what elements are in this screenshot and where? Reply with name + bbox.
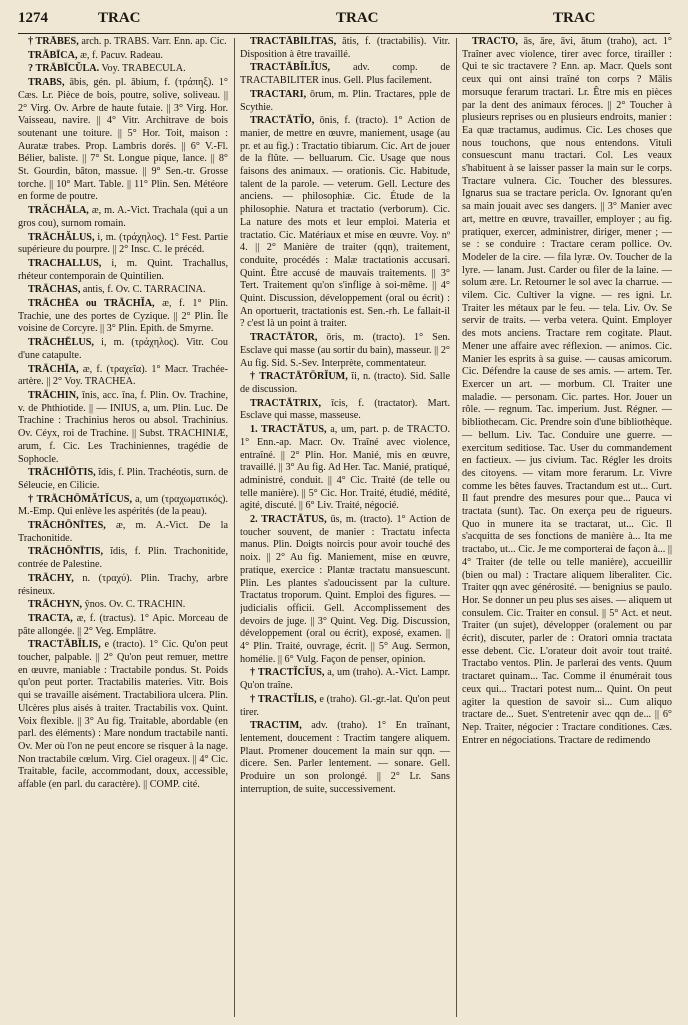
entry-definition: Voy. TRABECULA.	[99, 63, 186, 75]
entry-definition: ōnis, f. (tracto). 1° Action de manier, de mettre en œuvre, maniement, usage (au pr. et au fig.) : Tractatio tibiarum. Cic. Art de jouer de la flûte. — belluarum. Cic. Usage que nous faisons des animaux. — orationis. Cic. Habitude, talent de la parole. — veterum. Gell. Lecture des anciens. — philosophiæ. Cic. Étude de la philosophie. Natura et tractatio (verborum). Cic. La nature des mots et leur emploi. Materia et tractatio. Cic. Matériaux et mise en œuvre. Voy. nº 4. || 2° Manière de traiter (qqn), traitement, conduite, procédés : Malæ tractationis accusari. Quint. Être accusé de mauvais traitements. || 3° Tert. Traitement qu'on s'inflige à soi-même. || 4° Quint. Discussion, développement (oral ou écrit) : An oportuerit, tractationis est. Sen.-rh. Le fallait-il ? c'est là un point à traiter.	[240, 115, 450, 330]
entry-headword: 1. TRACTĀTUS,	[250, 424, 327, 436]
dictionary-entry	[240, 514, 450, 666]
entry-headword: TRACHALLUS,	[28, 257, 102, 269]
dictionary-entry	[18, 337, 228, 362]
entry-definition: ĭdis, f. Plin. Trachonitide, contrée de Palestine.	[18, 546, 228, 571]
entry-definition: æ, f. (τραχεῖα). 1° Macr. Trachée-artère. || 2° Voy. TRACHEA.	[18, 363, 228, 388]
entry-headword: TRACTARI,	[250, 88, 307, 100]
text-columns	[18, 36, 670, 1017]
entry-headword: TRACTIM,	[250, 720, 302, 732]
entry-headword: † TRĀBES,	[28, 36, 79, 47]
entry-definition: æ, f. 1° Plin. Trachie, une des portes de Cyzique. || 2° Plin. Île voisine de Corcyre. || 3° Plin. Epith. de Smyrne.	[18, 298, 228, 335]
entry-definition: ōrum, m. Plin. Tractares, pple de Scythie.	[240, 88, 450, 113]
entry-definition: æ, f. (tractus). 1° Apic. Morceau de pâte allongée. || 2° Veg. Emplâtre.	[18, 612, 228, 637]
running-head-left: TRAC	[98, 10, 141, 26]
entry-headword: TRĀCHĂLUS,	[28, 231, 95, 243]
dictionary-entry	[18, 573, 228, 598]
entry-definition: īnis, acc. īna, f. Plin. Ov. Trachine, v. de Phthiotide. || — INIUS, a, um. Plin. Luc. De Trachine : Trachinius heros ou absol. Trachinius. Ov. Céyx, roi de Trachine. || Subst. TRACHINIÆ, arum, f. Cic. Les Trachiniennes, tragédie de Sophocle.	[18, 389, 228, 465]
dictionary-entry	[240, 720, 450, 796]
entry-headword: † TRACTĬCĬUS,	[250, 667, 325, 679]
entry-definition: ūs, m. (tracto). 1° Action de toucher souvent, de manier : Tractatu infecta manus. Plin. Doigts noircis pour avoir touché des noix. || 2° Au fig. Maniement, mise en œuvre, pratique, exercice : Plantæ tractatu mansuescunt. Plin. Les plantes s'adoucissent par la culture. Tractatus troporum. Quint. Emploi des figures. — judicialis officii. Gell. Accomplissement des devoirs de juge. || 3° Quint. Veg. Dig. Discussion, développement (oral ou écrit), exposé, examen. || 4° Plin. Traité, ouvrage, écrit. || 5° Aug. Sermon, homélie. || 6° Vulg. Façon de penser, opinion.	[240, 514, 450, 665]
dictionary-entry	[240, 424, 450, 513]
running-header	[18, 10, 670, 34]
entry-definition: arch. p. TRABS. Varr. Enn. ap. Cic.	[78, 36, 227, 47]
entry-headword: TRACTĀTĬO,	[250, 115, 315, 127]
dictionary-entry	[240, 115, 450, 331]
entry-definition: antis, f. Ov. C. TARRACINA.	[80, 284, 206, 296]
column-left	[18, 36, 228, 1017]
entry-headword: † TRACTĀTŌRĬUM,	[250, 371, 348, 383]
dictionary-entry	[18, 494, 228, 519]
entry-definition: ĭi, n. (tracto). Sid. Salle de discussion.	[240, 371, 450, 395]
entry-definition: e (traho). Gl.-gr.-lat. Qu'on peut tirer.	[240, 693, 450, 718]
entry-headword: TRĀBĪCA,	[28, 49, 78, 61]
entry-definition: æ, f. Pacuv. Radeau.	[77, 49, 163, 61]
entry-definition: ĭdis, f. Plin. Trachéotis, surn. de Séleucie, en Cilicie.	[18, 467, 228, 491]
entry-headword: TRĀCHAS,	[28, 284, 81, 296]
entry-definition: a, um, part. p. de TRACTO. 1° Enn.-ap. Macr. Ov. Traîné avec violence, entraîné. || 2° Plin. Hor. Manié, mis en œuvre, travaillé. || 3° Au fig. Ad Her. Tac. Manié, pratiqué, administré, conduit. || 4° Cic. Traité (de telle ou telle manière). || 5° Cic. Hor. Traité, étudié, médité, agité, discuté. || 6° Liv. Traité, négocié.	[240, 424, 450, 512]
entry-headword: TRĂCHĀLA,	[28, 205, 89, 217]
entry-headword: TRĀCHY,	[28, 572, 74, 584]
dictionary-entry	[240, 89, 450, 114]
dictionary-entry	[240, 398, 450, 423]
entry-definition: n. (τραχύ). Plin. Trachy, arbre résineux.	[18, 572, 228, 597]
dictionary-entry	[240, 62, 450, 87]
entry-definition: adv. (traho). 1° En traînant, lentement, doucement : Tractim tangere aliquem. Plaut. Promener doucement la main sur qqn. — dicere. Sen. Parler lentement. — sonare. Gell. Produire un son prolongé. || 2° Lr. Sans interruption, de suite, successivement.	[240, 720, 450, 795]
column-divider	[456, 38, 457, 1017]
entry-definition: e (tracto). 1° Cic. Qu'on peut toucher, palpable. || 2° Qu'on peut remuer, mettre en œuvre, maniable : Tractabile pondus. St. Poids qu'on peut porter. Tractabilis materies. Vitr. Bois qui se travaille aisément. Tractabiliora ulcera. Plin. Ulcères plus aisés à traiter. Tractabilis vox. Quint. Voix flexible. || 3° Au fig. Traitable, abordable (en parl. des éléments) : Mare nondum tractabile nanti. Ov. Mer où l'on ne peut encore se risquer à la nage. Non tractabile cœlum. Virg. Ciel orageux. || 4° Cic. Traitable, facile, accommodant, doux, accessible, affable (en parl. du caractère). || COMP. cité.	[18, 639, 228, 791]
dictionary-entry	[18, 298, 228, 336]
entry-definition: æ, m. A.-Vict. De la Trachonitide.	[18, 520, 228, 544]
entry-headword: TRACTĀBĬLIS,	[28, 639, 101, 651]
entry-headword: TRĀCHIN,	[28, 389, 79, 401]
dictionary-entry	[18, 63, 228, 76]
entry-definition: ābis, gén. pl. ābium, f. (τράπηξ). 1° Cæs. Lr. Pièce de bois, poutre, solive, soliveau. || 2° Virg. Ov. Arbre de haute futaie. || 3° Virg. Hor. Vaisseau, navire. || 4° Vitr. Architrave de bois soutenant une toiture. || 5° Hor. Toit, maison : Auratæ trabes. Prop. Lambris dorés. || 6° V.-Fl. Bélier, baliste. || 7° St. Longue pique, lance. || 8° St. Gourdin, bâton, massue. || 9° Sen.-tr. Grosse torche. || 10° Mart. Table. || 11° Plin. Sen. Météore en forme de poutre.	[18, 77, 228, 203]
entry-definition: īcis, f. (tractator). Mart. Esclave qui masse, masseuse.	[240, 397, 450, 422]
entry-headword: TRĀCHĪA,	[28, 363, 79, 375]
entry-headword: † TRĀCHŌMĂTĬCUS,	[28, 493, 132, 505]
dictionary-entry	[18, 77, 228, 204]
entry-definition: a, um (τραχωματικός). M.-Emp. Qui enlève les aspérités (de la peau).	[18, 493, 228, 518]
running-head-right: TRAC	[553, 10, 596, 26]
entry-headword: TRABS,	[28, 77, 65, 89]
dictionary-entry	[18, 599, 228, 612]
dictionary-entry	[18, 467, 228, 492]
header-rule	[18, 33, 670, 34]
dictionary-entry	[18, 613, 228, 638]
dictionary-entry	[18, 258, 228, 283]
entry-headword: TRĀCHŌNĪTES,	[28, 520, 106, 532]
dictionary-entry	[18, 36, 228, 49]
entry-headword: ? TRĀBĪCŬLA.	[28, 63, 100, 75]
entry-definition: ās, āre, āvi, ātum (traho), act. 1° Traîner avec violence, tirer avec force, tirailler : Qui te sic tractavere ? Enn. ap. Macr. Quels sont ceux qui ont ainsi traîné ton corps ? Mālis morsuque ferarum tractari. Lr. Être mis en pièces par la dent des animaux féroces. || 2° Toucher à plusieurs reprises ou en plusieurs endroits, manier : Ea quæ tractamus, audimus. Cic. Les choses que nous touchons, que nous entendons. Vituli consuescunt manu tractari. Col. Les veaux s'habituent à se laisser passer la main sur le corps. Tractare vulnera. Cic. Toucher des blessures. Ignarus sua se tractare pericla. Ov. Ignorant qu'en sa main jouait avec ses dangers. || 3° Manier avec art, mettre en œuvre, travailler, employer ; au fig. pratiquer, exercer, administrer, diriger, mener ; — se : se conduire : Tractare ceram pollice. Ov. Modeler de la cire. — fila lyræ. Ov. Toucher de la lyre. — lanam. Just. Carder ou filer de la laine. — solum ære. Lr. Retourner le sol avec la charrue. — vilem. Cic. Cultiver la vigne. — res igni. Lr. Traiter les métaux par le feu. — tela. Liv. Ov. Se servir de traits. — verba vetera. Quint. Employer des mots anciens. Tractare rem cogitate. Plaut. Mener une affaire avec réflexion. — animos. Cic. Manier les esprits à sa guise. — causas amicorum. Cic. Défendre la cause de ses amis. — artem. Ter. Exercer un art. — morbum. Cl. Traiter une maladie. — personam. Cic. partes. Hor. Jouer un rôle. — regnum. Tac. imperium. Just. Régner. — bibliothecam. Cic. Prendre soin d'une bibliothèque. — bellum. Liv. Tac. Conduire une guerre. — exercitum seditiose. Tac. User du commandement en factieux. — jus civium. Tac. Régler les droits des citoyens. — vitam more ferarum. Lr. Vivre comme les bêtes fauves. Tractandum est ut... Curt. Il faut prendre des mesures pour que... Pauca vi tractata (sunt). Tac. On exerça peu de rigueurs. Quo in munere ita se tractarat, ut... Cic. Il s'acquitta de ses fonctions de manière à... Ita me tractabo, ut... Cic. Je me comporterai de façon à... || 4° Traiter (de telle ou telle manière), accueillir (bien ou mal) : Tractare aliquem liberaliter. Cic. Traiter qqn avec générosité. — benignius se paulo. Hor. Se donner un peu plus ses aises. — aliquem ut consulem. Cic. Traiter en consul. || 5° Act. et neut. Traiter (un sujet), développer (oralement ou par écrit), discuter, parler de : Oratori omnia tractata esse debent. Cic. L'orateur doit avoir tout traité. Tractabo ventos. Plin. Je parlerai des vents. Quum tractaret quinam... Tac. Comme il énumérait tous ceux qui... Tractari potest num... Quint. On peut agiter la question de savoir si... Cum aliquo tractare de... Suet. S'entretenir avec qqn de... || 6° Nep. Traiter, négocier : Tractare conditiones. Cæs. Entrer en négociations. Tractare de redimendo	[462, 36, 672, 746]
dictionary-entry	[18, 284, 228, 297]
column-middle	[240, 36, 450, 1017]
dictionary-entry	[462, 36, 672, 747]
running-head-center: TRAC	[336, 10, 379, 26]
dictionary-entry	[18, 390, 228, 466]
dictionary-entry	[240, 36, 450, 61]
dictionary-entry	[18, 639, 228, 791]
entry-headword: TRACTĀBĬLĬUS,	[250, 62, 331, 74]
dictionary-entry	[240, 694, 450, 719]
entry-definition: i, m. Quint. Trachallus, rhéteur contemporain de Quintilien.	[18, 257, 228, 282]
entry-headword: TRACTĀTRIX,	[250, 397, 322, 409]
entry-headword: TRĀCHŌNĪTIS,	[28, 546, 104, 558]
entry-headword: TRACTĀTOR,	[250, 332, 318, 344]
entry-headword: TRĀCHYN,	[28, 599, 83, 611]
entry-headword: 2. TRACTĀTUS,	[250, 514, 327, 526]
column-right	[462, 36, 672, 1017]
dictionary-entry	[18, 546, 228, 571]
dictionary-entry	[18, 364, 228, 389]
entry-definition: a, um (traho). A.-Vict. Lampr. Qu'on traîne.	[240, 667, 450, 692]
entry-definition: i, m. (τράχηλος). Vitr. Cou d'une catapulte.	[18, 337, 228, 361]
dictionary-entry	[18, 205, 228, 230]
page-number: 1274	[18, 10, 48, 26]
entry-headword: TRĀCHĒA ou TRĀCHĬA,	[28, 298, 155, 310]
dictionary-entry	[240, 667, 450, 692]
entry-headword: TRACTĀBĬLĬTAS,	[250, 36, 337, 47]
entry-definition: ŷnos. Ov. C. TRACHIN.	[82, 599, 186, 611]
entry-headword: TRĀCHĒLUS,	[28, 337, 94, 349]
entry-headword: TRĀCHĪŌTIS,	[28, 467, 96, 479]
dictionary-entry	[240, 371, 450, 396]
column-divider	[234, 38, 235, 1017]
entry-definition: ōris, m. (tracto). 1° Sen. Esclave qui masse (au sortir du bain), masseur. || 2° Au fig. Sid. S.-Sev. Interprète, commentateur.	[240, 332, 450, 369]
dictionary-entry	[240, 332, 450, 370]
dictionary-entry	[18, 50, 228, 63]
entry-definition: i, m. (τράχηλος). 1° Fest. Partie supérieure du pourpre. || 2° Insc. C. le précéd.	[18, 231, 228, 256]
entry-headword: TRACTA,	[28, 612, 73, 624]
entry-definition: ātis, f. (tractabilis). Vitr. Disposition à être travaillé.	[240, 36, 450, 60]
entry-headword: TRACTO,	[472, 36, 518, 47]
entry-definition: æ, m. A.-Vict. Trachala (qui a un gros cou), surnom romain.	[18, 205, 228, 229]
dictionary-entry	[18, 232, 228, 257]
dictionary-entry	[18, 520, 228, 545]
entry-headword: † TRACTĬLIS,	[250, 693, 317, 705]
entry-definition: adv. comp. de TRACTABILITER inus. Gell. Plus facilement.	[240, 62, 450, 87]
